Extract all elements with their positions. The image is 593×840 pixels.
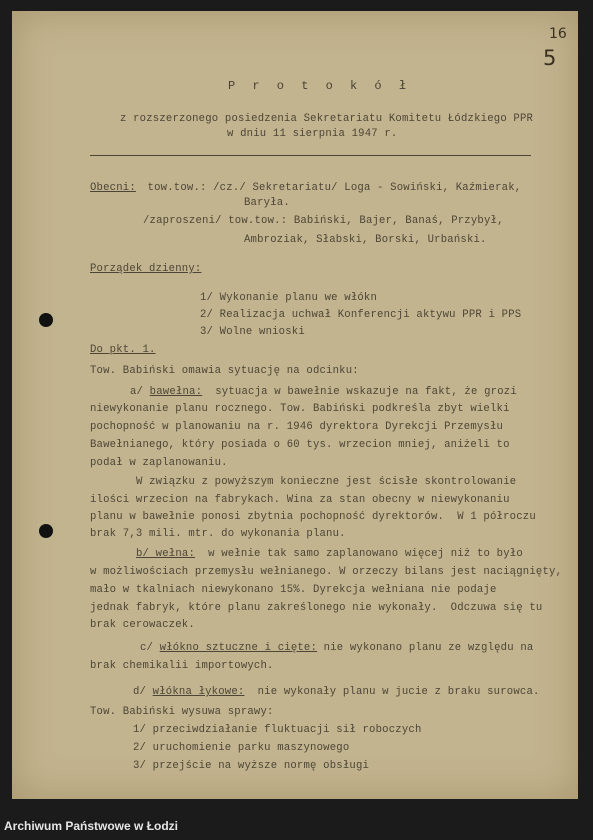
body-line: b/ wełna: w wełnie tak samo zaplanowano więcej niż to było — [136, 548, 523, 560]
body-line: podał w zaplanowaniu. — [90, 457, 228, 469]
body-line: brak cerowaczek. — [90, 619, 195, 631]
body-line: ilości wrzecion na fabrykach. Wina za stan obecny w niewykonaniu — [90, 494, 510, 506]
body-line: 1/ przeciwdziałanie fluktuacji sił roboczych — [133, 724, 422, 736]
body-line: d/ włókna łykowe: nie wykonały planu w jucie z braku surowca. — [133, 686, 540, 698]
binder-hole-top — [39, 313, 53, 327]
body-line: brak chemikalii importowych. — [90, 660, 274, 672]
body-line: mało w tkalniach niewykonano 15%. Dyrekcja wełniana nie podaje — [90, 584, 497, 596]
body-line: Bawełnianego, który posiada o 60 tys. wrzecion mniej, aniżeli to — [90, 439, 510, 451]
obecni-line-4: Ambroziak, Słabski, Borski, Urbański. — [244, 234, 487, 246]
header-line-1: z rozszerzonego posiedzenia Sekretariatu Komitetu Łódzkiego PPR — [120, 113, 534, 125]
body-line: planu w bawełnie ponosi zbytnia pochopność dyrektorów. W 1 półroczu — [90, 511, 536, 523]
archive-footer — [0, 813, 593, 840]
obecni-line-1: tow.tow.: /cz./ Sekretariatu/ Loga - Sowiński, Kaźmierak, — [141, 182, 522, 194]
binder-hole-bottom — [39, 524, 53, 538]
agenda-item: 3/ Wolne wnioski — [200, 326, 305, 338]
header-line-2: w dniu 11 sierpnia 1947 r. — [227, 128, 398, 140]
obecni-label: Obecni: — [90, 182, 136, 194]
obecni-line-3: /zaproszeni/ tow.tow.: Babiński, Bajer, Banaś, Przybył, — [143, 215, 504, 227]
body-line: Tow. Babiński omawia sytuację na odcinku: — [90, 365, 359, 377]
body-line: Tow. Babiński wysuwa sprawy: — [90, 706, 274, 718]
archive-name: Archiwum Państwowe w Łodzi — [4, 819, 179, 833]
obecni-line-2: Baryła. — [244, 197, 290, 209]
agenda-item: 1/ Wykonanie planu we włókn — [200, 292, 378, 304]
body-line: brak 7,3 mili. mtr. do wykonania planu. — [90, 528, 346, 540]
body-line: jednak fabryk, które planu zakreślonego nie wykonały. Odczuwa się tu — [90, 602, 543, 614]
document-title: P r o t o k ó ł — [228, 79, 412, 93]
section-label: Do pkt. 1. — [90, 344, 156, 356]
body-line: W związku z powyższym konieczne jest ścisłe skontrolowanie — [136, 476, 517, 488]
body-line: w możliwościach przemysłu wełnianego. W orzeczy bilans jest naciągnięty, — [90, 566, 563, 578]
page-number-top: 16 — [549, 26, 567, 42]
body-line: 3/ przejście na wyższe normę obsługi — [133, 760, 370, 772]
body-line: c/ włókno sztuczne i cięte: nie wykonano planu ze względu na — [140, 642, 534, 654]
body-line: 2/ uruchomienie parku maszynowego — [133, 742, 350, 754]
page-number-bottom: 5 — [543, 46, 557, 70]
body-line: pochopność w planowaniu na r. 1946 dyrektora Dyrekcji Przemysłu — [90, 421, 504, 433]
agenda-item: 2/ Realizacja uchwał Konferencji aktywu PPR i PPS — [200, 309, 522, 321]
body-line: a/ bawełna: sytuacja w bawełnie wskazuje na fakt, że grozi — [130, 386, 517, 398]
agenda-label: Porządek dzienny: — [90, 263, 202, 275]
header-divider — [90, 155, 531, 156]
body-line: niewykonanie planu rocznego. Tow. Babiński podkreśla zbyt wielki — [90, 403, 510, 415]
